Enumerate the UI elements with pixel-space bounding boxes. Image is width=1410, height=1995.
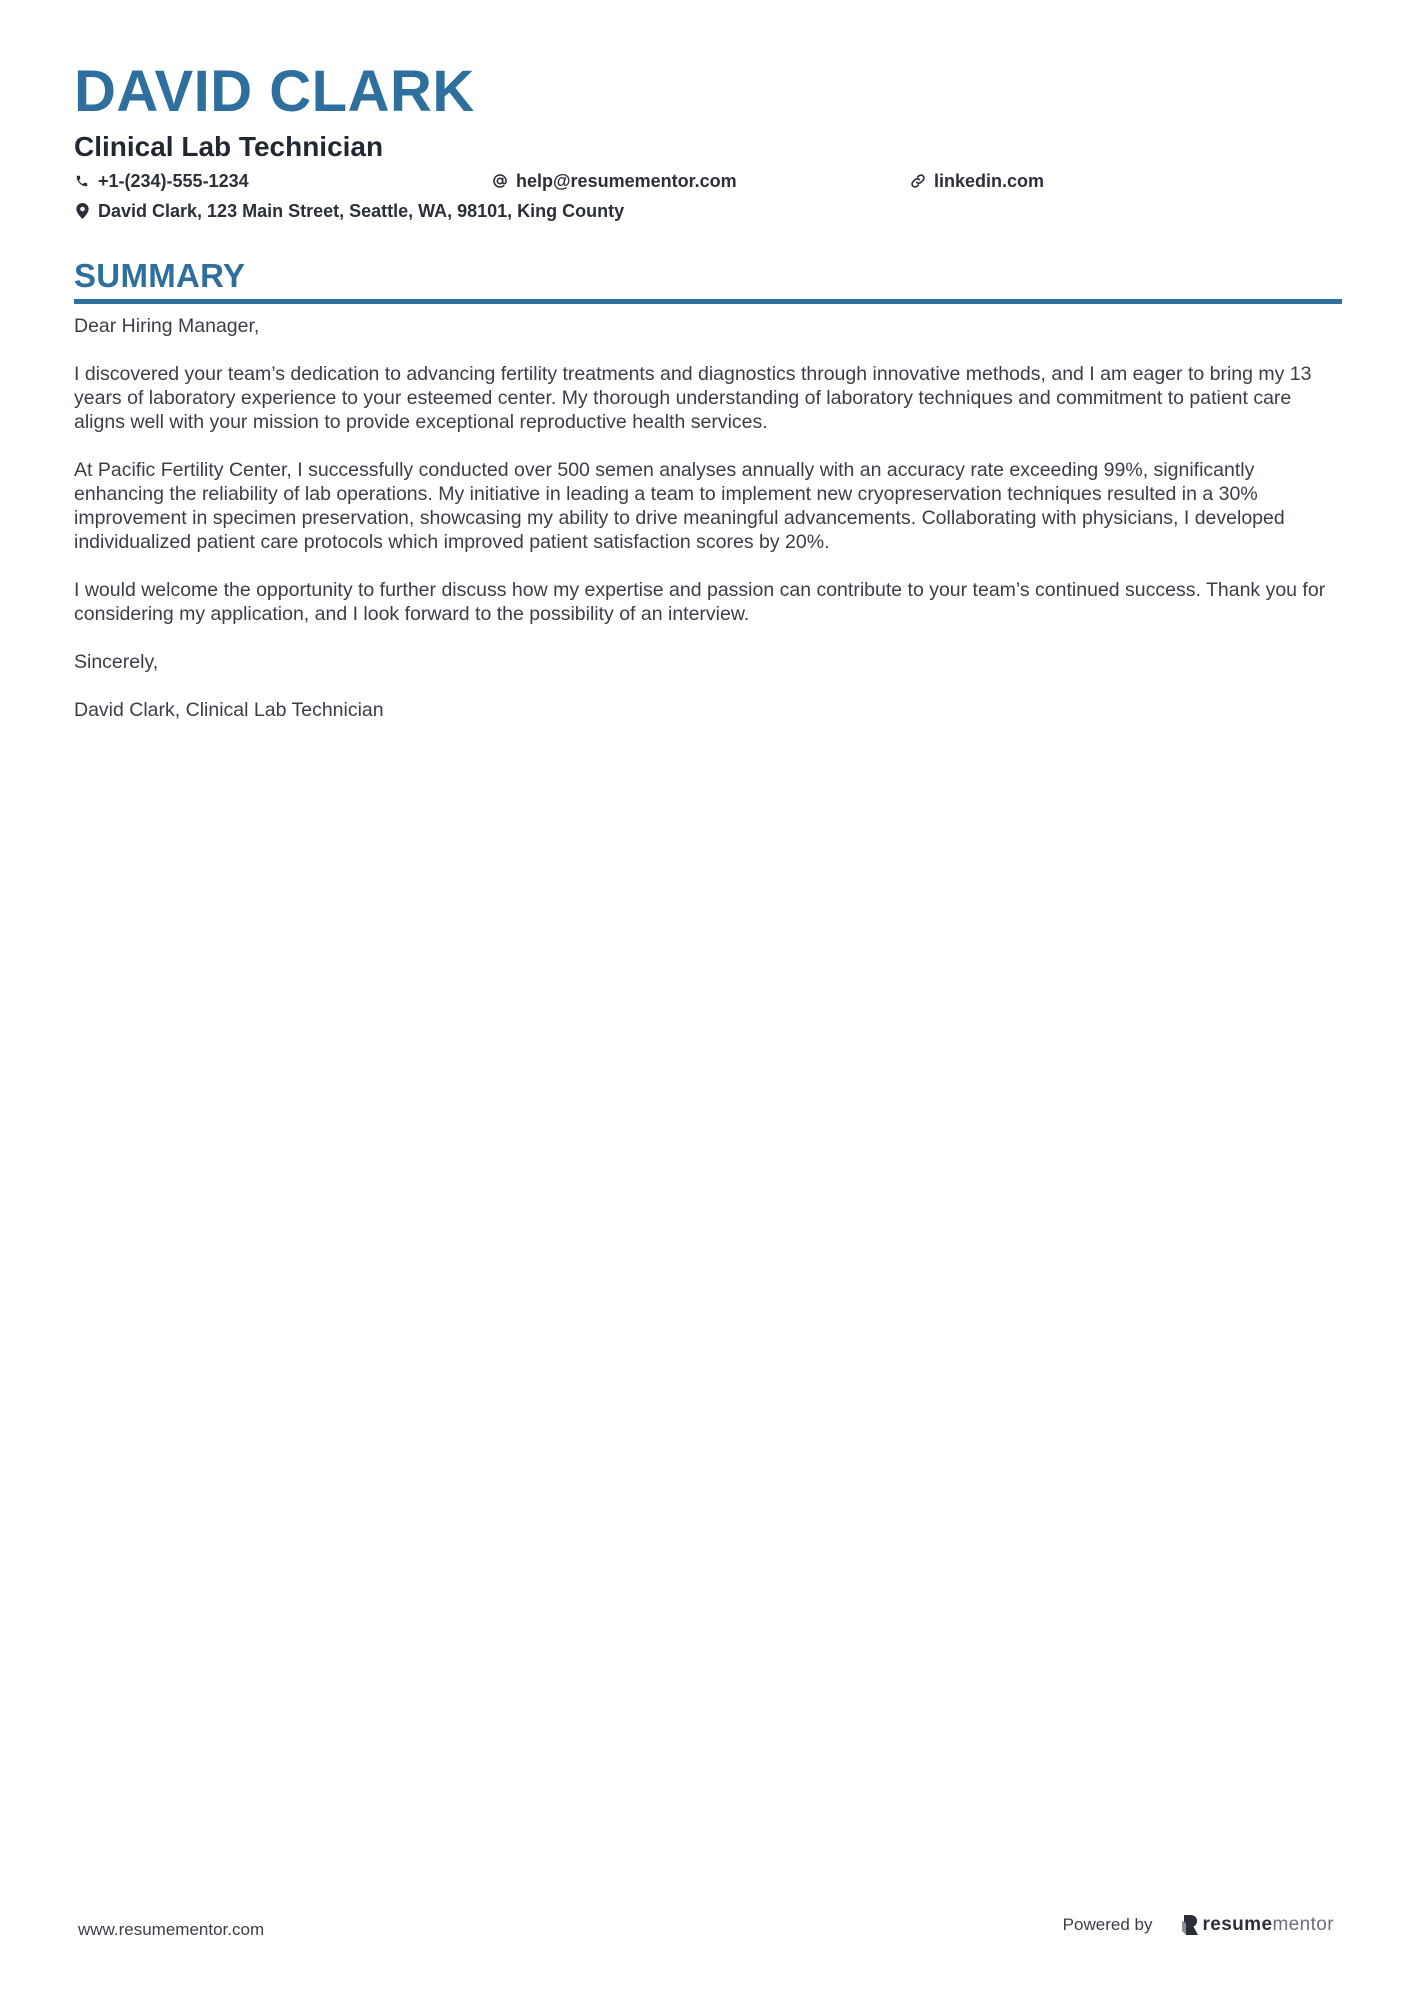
website-text[interactable]: linkedin.com (934, 170, 1045, 191)
location-pin-icon (74, 203, 90, 219)
brand-name-light: mentor (1272, 1914, 1334, 1935)
candidate-role: Clinical Lab Technician (74, 131, 384, 162)
contact-website (910, 171, 1044, 192)
letter-paragraph-experience: At Pacific Fertility Center, I successfully conducted over 500 semen analyses annually with an accuracy rate exceeding 99%, significantly enhancing the reliability of lab operations. My initiative in leading a team to implement new cryopreservation techniques resulted in a 30% improvement in specimen preservation, showcasing my ability to drive meaningful advancements. Collaborating with physicians, I developed individualized patient care protocols which improved patient satisfaction scores by 20%. (74, 459, 1285, 553)
brand-name-bold: resume (1202, 1914, 1273, 1935)
letter-signoff: Sincerely, (74, 651, 159, 673)
phone-icon (74, 173, 90, 189)
address-text: David Clark, 123 Main Street, Seattle, WA, 98101, King County (98, 200, 625, 221)
candidate-name: DAVID CLARK (74, 59, 475, 124)
contact-address (74, 201, 624, 222)
at-icon (492, 173, 508, 189)
section-title-summary: SUMMARY (74, 257, 246, 294)
letter-paragraph-closing: I would welcome the opportunity to further discuss how my expertise and passion can contribute to your team’s continued success. Thank you for considering my application, and I look forward to the possibility of an interview. (74, 579, 1326, 625)
section-divider (74, 299, 1342, 304)
phone-text[interactable]: +1-(234)-555-1234 (98, 170, 249, 191)
link-icon (910, 173, 926, 189)
contact-phone (74, 171, 492, 192)
contact-row-2 (74, 198, 1342, 224)
letter-paragraph-intro: I discovered your team’s dedication to advancing fertility treatments and diagnostics through innovative methods, and I am eager to bring my 13 years of laboratory experience to your esteemed center. My thorough understanding of laboratory techniques and commitment to patient care aligns well with your mission to provide exceptional reproductive health services. (74, 363, 1312, 433)
letter-body (74, 314, 1342, 722)
footer-site-link[interactable]: www.resumementor.com (78, 1920, 265, 1939)
contact-row-1 (74, 168, 1342, 194)
brand-logo[interactable] (1182, 1914, 1334, 1936)
contact-email (492, 171, 910, 192)
resumementor-logo-icon (1182, 1915, 1198, 1935)
cover-letter (74, 58, 1342, 746)
letter-signature: David Clark, Clinical Lab Technician (74, 699, 384, 721)
email-text[interactable]: help@resumementor.com (516, 170, 737, 191)
letter-salutation: Dear Hiring Manager, (74, 315, 260, 337)
powered-by-label: Powered by (1062, 1915, 1153, 1934)
footer-branding (1063, 1914, 1334, 1936)
